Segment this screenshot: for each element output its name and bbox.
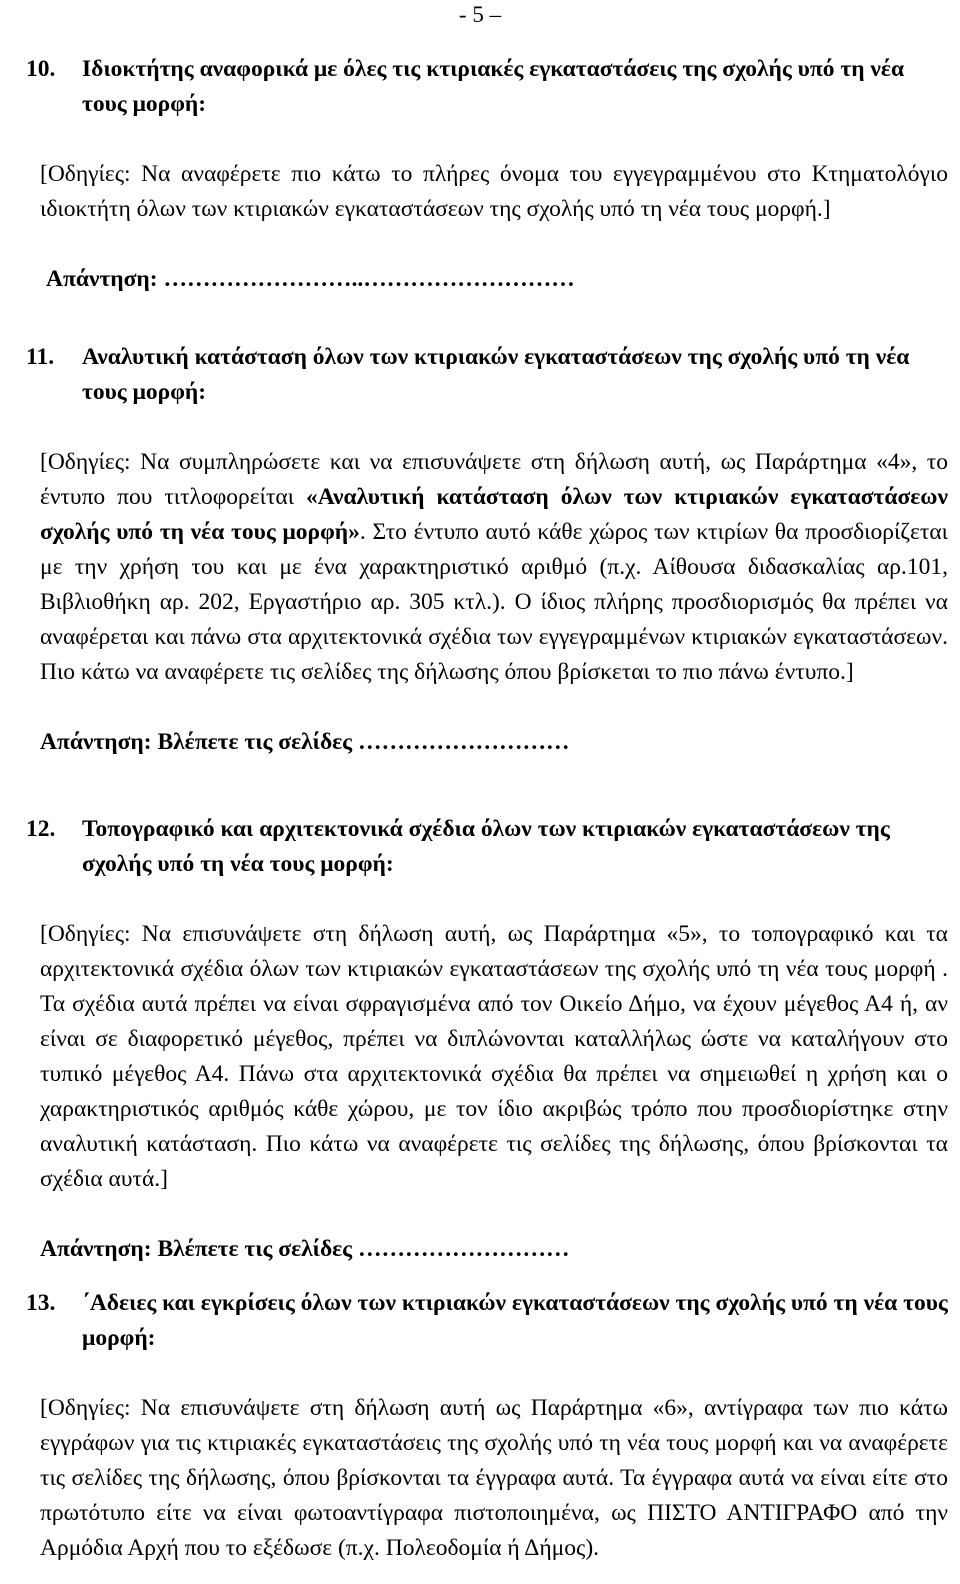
instructions: [Οδηγίες: Να αναφέρετε πιο κάτω το πλήρες όνομα του εγγεγραμμένου στο Κτηματολόγιο ιδιοκτήτη όλων των κτιριακών εγκαταστάσεων της σχολής υπό τη νέα τους μορφή.] [40, 161, 948, 222]
instructions-text: [Οδηγίες: Να συμπληρώσετε και να επισυνάψετε στη δήλωση αυτή, ως Παράρτημα «4», το έντυπο που τιτλοφορείται [40, 449, 948, 510]
answer-line: Απάντηση: ……………………..……………………… [46, 266, 575, 292]
instructions: [Οδηγίες: Να επισυνάψετε στη δήλωση αυτή ως Παράρτημα «6», αντίγραφα των πιο κάτω εγγράφων για τις κτιριακές εγκαταστάσεις της σχολής υπό τη νέα τους μορφή και να αναφέρετε τις σελίδες της δήλωσης, όπου βρίσκονται τα έγγραφα αυτά. Τα έγγραφα αυτά να είναι είτε στο πρωτότυπο είτε να είναι φωτοαντίγραφα πιστοποιημένα, ως ΠΙΣΤΟ ΑΝΤΙΓΡΑΦΟ από την Αρμόδια Αρχή που το εξέδωσε (π.χ. Πολεοδομία ή Δήμος). [40, 1395, 948, 1561]
section-number: 13. [26, 1290, 56, 1316]
section-13 [26, 1286, 948, 1566]
answer-line: Απάντηση: Βλέπετε τις σελίδες ……………………… [40, 729, 570, 755]
form-title: «Αναλυτική κατάσταση όλων των κτιριακών εγκαταστάσεων σχολής υπό τη νέα τους μορφή» [40, 484, 948, 545]
section-heading [26, 812, 948, 882]
section-title: Τοπογραφικό και αρχιτεκτονικά σχέδια όλων των κτιριακών εγκαταστάσεων της σχολής υπό τη νέα τους μορφή: [82, 816, 890, 877]
section-10 [26, 52, 948, 297]
section-heading [26, 340, 948, 410]
section-number: 11. [26, 344, 55, 370]
instructions-text: . Στο έντυπο αυτό κάθε χώρος των κτιρίων θα προσδιορίζεται με την χρήση του και με ένα χαρακτηριστικό αριθμό (π.χ. Αίθουσα διδασκαλίας αρ.101, Βιβλιοθήκη αρ. 202, Εργαστήριο αρ. 305 κτλ.). Ο ίδιος πλήρης προσδιορισμός θα πρέπει να αναφέρεται και πάνω στα αρχιτεκτονικά σχέδια των εγγεγραμμένων κτιριακών εγκαταστάσεων. Πιο κάτω να αναφέρετε τις σελίδες της δήλωσης όπου βρίσκεται το πιο πάνω έντυπο.] [40, 519, 948, 685]
section-title: ΄Αδειες και εγκρίσεις όλων των κτιριακών εγκαταστάσεων της σχολής υπό τη νέα τους μορφή: [82, 1290, 948, 1351]
instructions: [Οδηγίες: Να επισυνάψετε στη δήλωση αυτή, ως Παράρτημα «5», το τοπογραφικό και τα αρχιτεκτονικά σχέδια όλων των κτιριακών εγκαταστάσεων της σχολής υπό τη νέα τους μορφή . Τα σχέδια αυτά πρέπει να είναι σφραγισμένα από τον Οικείο Δήμο, να έχουν μέγεθος Α4 ή, αν είναι σε διαφορετικό μέγεθος, πρέπει να διπλώνονται καταλλήλως ώστε να καταλήγουν στο τυπικό μέγεθος Α4. Πάνω στα αρχιτεκτονικά σχέδια θα πρέπει να σημειωθεί η χρήση και ο χαρακτηριστικός αριθμός κάθε χώρου, με τον ίδιο ακριβώς τρόπο που προσδιορίστηκε στην αναλυτική κατάσταση. Πιο κάτω να αναφέρετε τις σελίδες της δήλωσης, όπου βρίσκονται τα σχέδια αυτά.] [40, 921, 948, 1192]
section-title: Αναλυτική κατάσταση όλων των κτιριακών εγκαταστάσεων της σχολής υπό τη νέα τους μορφή: [82, 344, 910, 405]
section-title: Ιδιοκτήτης αναφορικά με όλες τις κτιριακές εγκαταστάσεις της σχολής υπό τη νέα τους μορφή: [82, 56, 905, 117]
section-number: 10. [26, 56, 56, 82]
answer-line: Απάντηση: Βλέπετε τις σελίδες ……………………… [40, 1236, 570, 1262]
page-number: - 5 – [458, 2, 502, 27]
section-12 [26, 812, 948, 1267]
section-11 [26, 340, 948, 760]
section-number: 12. [26, 816, 56, 842]
section-heading [26, 52, 948, 122]
instructions [40, 445, 948, 690]
section-heading [26, 1286, 948, 1356]
